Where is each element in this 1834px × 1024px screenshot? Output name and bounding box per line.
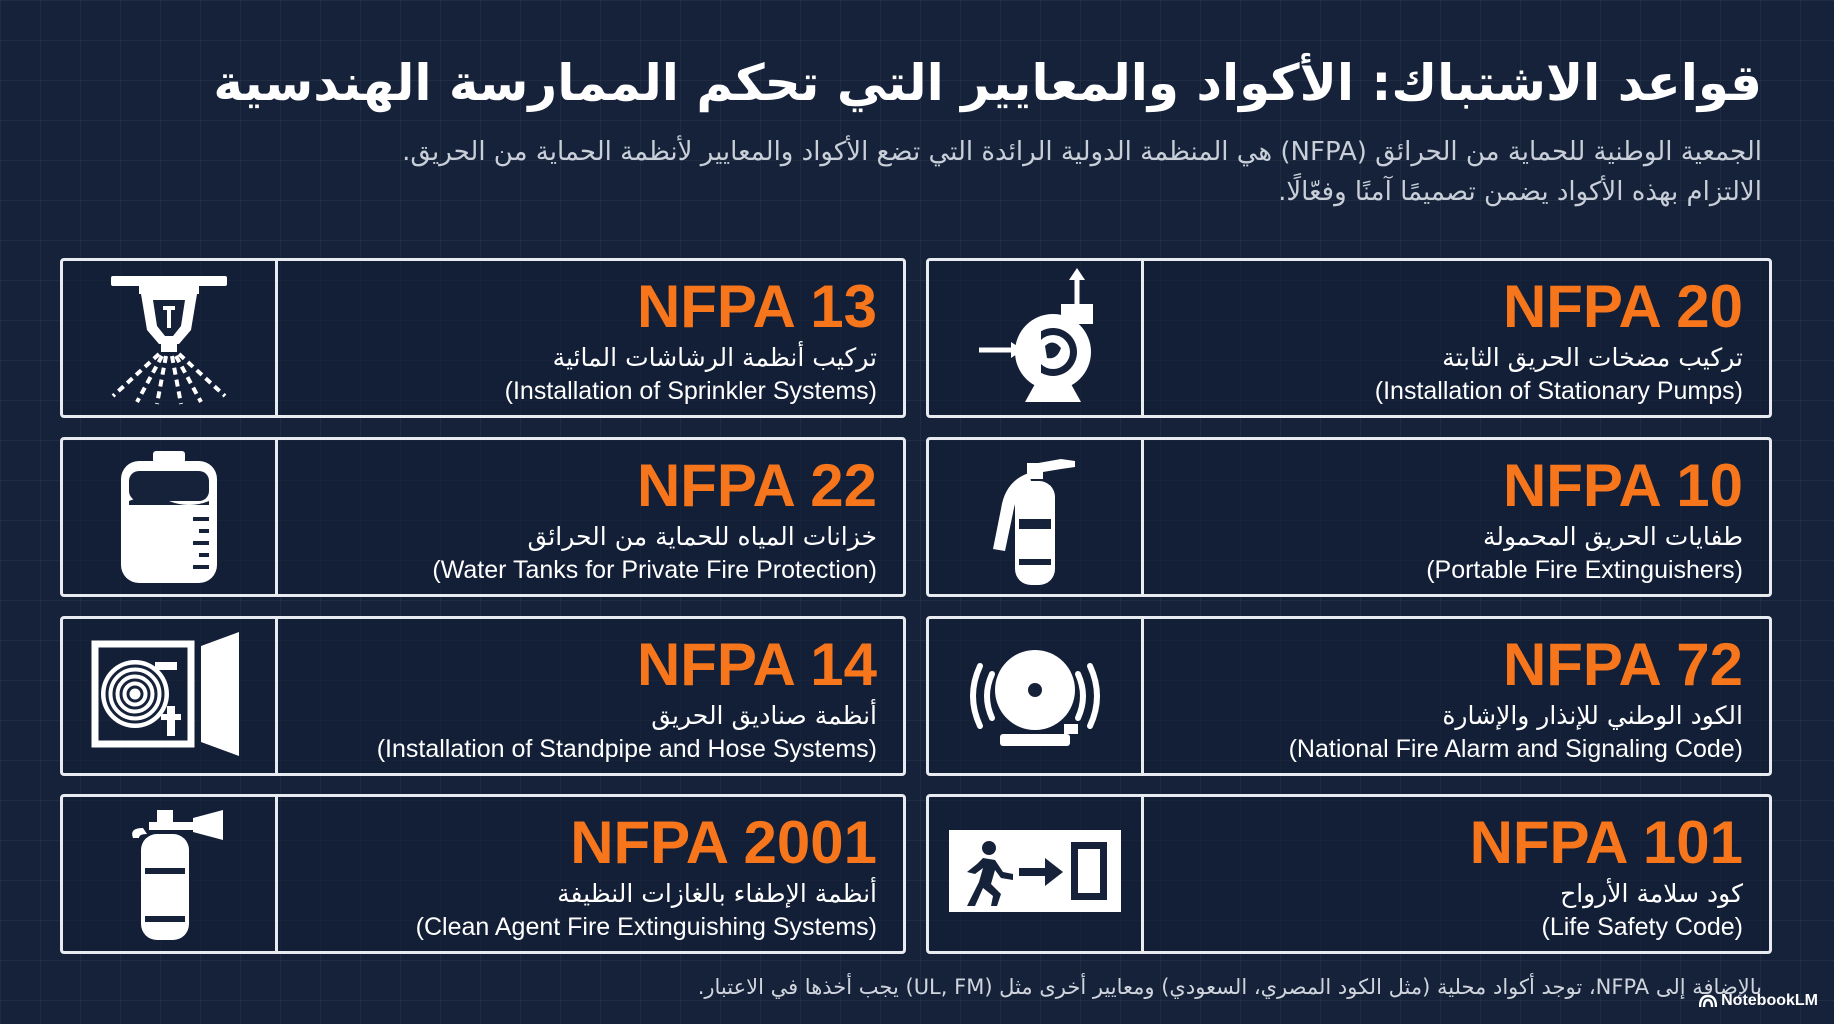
fire-pump-icon xyxy=(965,268,1105,408)
card-nfpa-72 xyxy=(926,616,1772,776)
card-english-title: (Installation of Stationary Pumps) xyxy=(1374,377,1743,405)
card-icon-cell xyxy=(929,261,1144,415)
brand-watermark xyxy=(1699,992,1818,1010)
card-arabic-title: تركيب مضخات الحريق الثابتة xyxy=(1442,343,1743,372)
card-english-title: (Installation of Standpipe and Hose Systems) xyxy=(376,735,877,763)
card-nfpa-13 xyxy=(60,258,906,418)
page-subtitle xyxy=(72,132,1762,212)
card-arabic-title: أنظمة الإطفاء بالغازات النظيفة xyxy=(557,879,877,908)
subtitle-line-1: الجمعية الوطنية للحماية من الحرائق (NFPA) هي المنظمة الدولية الرائدة التي تضع الأكواد والمعايير لأنظمة الحماية من الحريق. xyxy=(402,137,1762,167)
card-arabic-title: أنظمة صناديق الحريق xyxy=(651,701,877,730)
card-code: NFPA 10 xyxy=(1502,452,1743,519)
clean-agent-cylinder-icon xyxy=(99,804,239,944)
page-title: قواعد الاشتباك: الأكواد والمعايير التي تحكم الممارسة الهندسية xyxy=(213,54,1762,112)
card-code: NFPA 20 xyxy=(1502,273,1743,340)
card-code: NFPA 72 xyxy=(1502,631,1743,698)
brand-name: NotebookLM xyxy=(1721,992,1818,1009)
card-code: NFPA 14 xyxy=(636,631,877,698)
card-english-title: (Portable Fire Extinguishers) xyxy=(1426,556,1743,584)
card-arabic-title: كود سلامة الأرواح xyxy=(1560,879,1743,908)
card-english-title: (Life Safety Code) xyxy=(1541,913,1743,941)
card-nfpa-14 xyxy=(60,616,906,776)
hose-cabinet-icon xyxy=(89,626,249,766)
footnote: بالإضافة إلى NFPA، توجد أكواد محلية (مثل الكود المصري، السعودي) ومعايير أخرى مثل (UL, FM) يجب أخذها في الاعتبار. xyxy=(697,975,1762,999)
card-code: NFPA 22 xyxy=(636,452,877,519)
card-arabic-title: خزانات المياه للحماية من الحرائق xyxy=(527,522,877,551)
card-code: NFPA 101 xyxy=(1469,809,1743,876)
water-tank-icon xyxy=(99,447,239,587)
card-icon-cell xyxy=(63,797,278,951)
subtitle-line-2: الالتزام بهذه الأكواد يضمن تصميمًا آمنًا وفعّالًا. xyxy=(1278,177,1762,207)
card-nfpa-2001 xyxy=(60,794,906,954)
exit-sign-icon xyxy=(947,824,1123,924)
card-english-title: (National Fire Alarm and Signaling Code) xyxy=(1288,735,1743,763)
sprinkler-icon xyxy=(99,268,239,408)
card-icon-cell xyxy=(63,440,278,594)
card-nfpa-22 xyxy=(60,437,906,597)
card-nfpa-20 xyxy=(926,258,1772,418)
card-arabic-title: طفايات الحريق المحمولة xyxy=(1482,522,1743,551)
card-icon-cell xyxy=(63,261,278,415)
card-english-title: (Water Tanks for Private Fire Protection) xyxy=(432,556,877,584)
card-code: NFPA 2001 xyxy=(570,809,877,876)
fire-alarm-bell-icon xyxy=(960,626,1110,766)
card-english-title: (Installation of Sprinkler Systems) xyxy=(504,377,877,405)
card-code: NFPA 13 xyxy=(636,273,877,340)
card-arabic-title: تركيب أنظمة الرشاشات المائية xyxy=(552,343,877,372)
card-icon-cell xyxy=(929,797,1144,951)
card-arabic-title: الكود الوطني للإنذار والإشارة xyxy=(1442,701,1743,730)
card-icon-cell xyxy=(929,440,1144,594)
card-english-title: (Clean Agent Fire Extinguishing Systems) xyxy=(415,913,877,941)
card-icon-cell xyxy=(929,619,1144,773)
fire-extinguisher-icon xyxy=(965,447,1105,587)
card-icon-cell xyxy=(63,619,278,773)
notebooklm-logo-icon xyxy=(1699,994,1717,1008)
card-nfpa-10 xyxy=(926,437,1772,597)
card-nfpa-101 xyxy=(926,794,1772,954)
